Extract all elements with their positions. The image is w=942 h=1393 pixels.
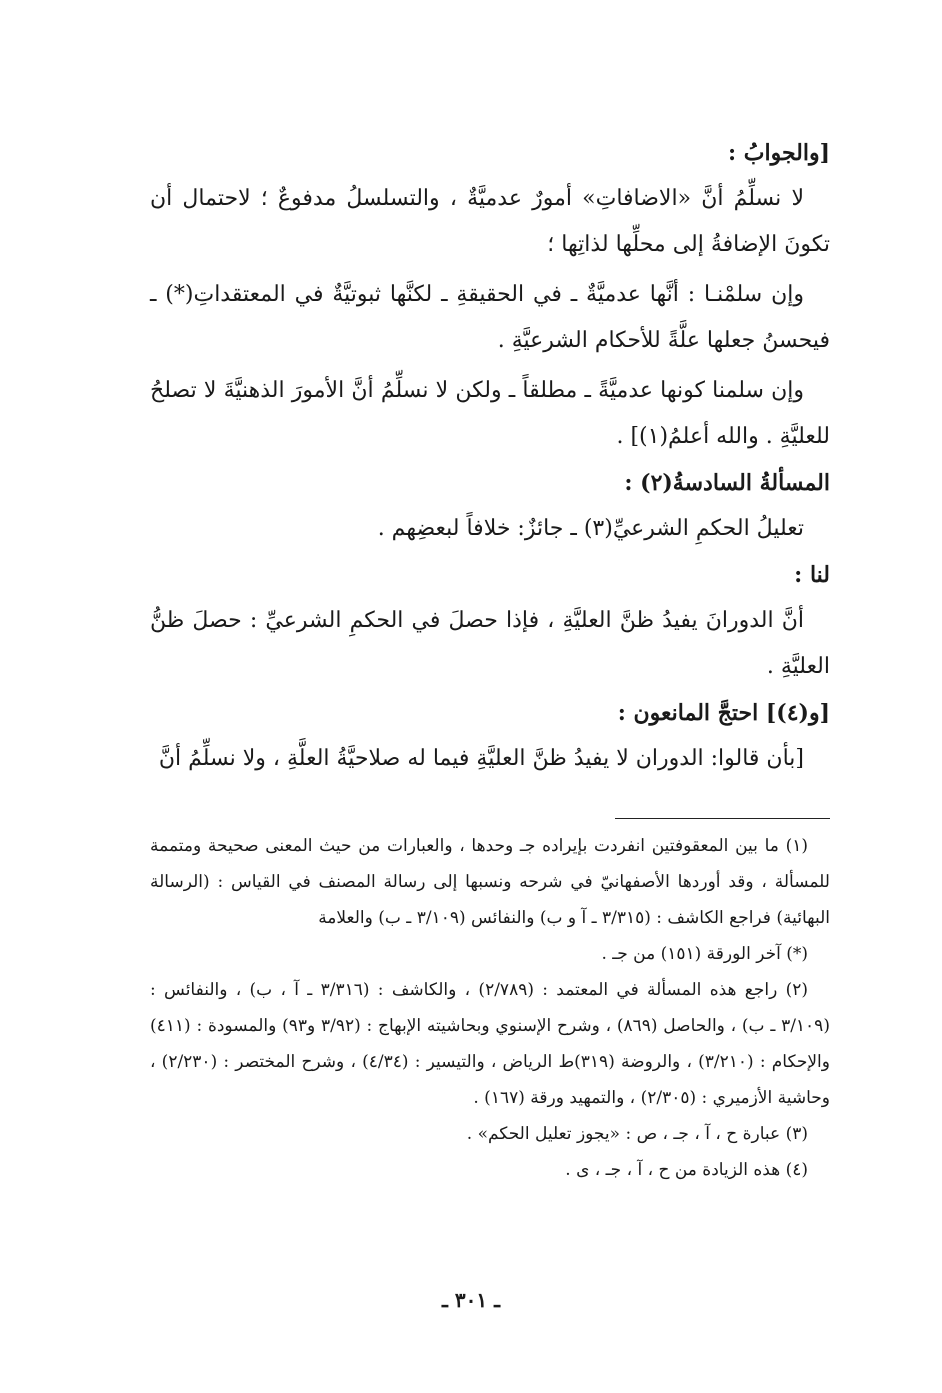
footnote: (٤) هذه الزيادة من ح ، آ ، جـ ، ى . [565,1160,808,1180]
footnote: (٢) راجع هذه المسألة في المعتمد : (٢/٧٨٩) ، والكاشف : (٣/٣١٦ ـ آ ، ب) ، والنفائس : (٣/١٠٩ ـ ب) ، والحاصل (٨٦٩) ، وشرح الإسنوي وبحاشيته الإبهاج : (٣/٩٢ و٩٣) والمسودة : (٤١١) والإحكام : (٣/٢١٠) ، والروضة (٣١٩)ط الرياض ، والتيسير : (٤/٣٤) ، وشرح المختصر : (٢/٢٣٠) ، وحاشية الأزميري : (٢/٣٠٥) ، والتمهيد ورقة (١٦٧) . [150,980,830,1108]
footnote: (٣) عبارة ح ، آ ، جـ ، ص : «يجوز تعليل الحكم» . [466,1124,808,1144]
footnote-divider [615,818,830,819]
main-text [150,130,830,782]
opponents-heading: [و(٤)] احتجَّ المانعون : [617,700,830,726]
footnote: (١) ما بين المعقوفتين انفردت بإيراده جـ وحدها ، والعبارات من حيث المعنى صحيحة ومتممة للمسألة ، وقد أوردها الأصفهانيّ في شرحه ونسبها إلى رسالة المصنف في القياس : (الرسالة البهائية) فراجع الكاشف : (٣/٣١٥ ـ آ و ب) والنفائس (٣/١٠٩ ـ ب) والعلامة [150,836,830,928]
argument-heading: لنا : [794,562,830,588]
paragraph: تعليلُ الحكمِ الشرعيِّ(٣) ـ جائزٌ: خلافاً لبعضِهم . [377,516,804,541]
page-number: ـ ٣٠١ ـ [442,1288,500,1312]
answer-heading: [والجوابُ : [727,140,830,166]
paragraph: لا نسلِّمُ أنَّ «الاضافاتِ» أمورٌ عدميَّةٌ ، والتسلسلُ مدفوعٌ ؛ لاحتمال أن تكونَ الإضافةُ إلى محلِّها لذاتِها ؛ [150,186,830,257]
paragraph: أنَّ الدورانَ يفيدُ ظنَّ العليَّةِ ، فإذا حصلَ في الحكمِ الشرعيِّ : حصلَ ظنُّ العليَّةِ . [150,608,830,679]
paragraph: [بأن قالوا: الدوران لا يفيدُ ظنَّ العليَّةِ فيما له صلاحيَّةُ العلَّةِ ، ولا نسلِّمُ أنَّ [158,746,804,771]
paragraph: وإن سلمنا كونها عدميَّةً ـ مطلقاً ـ ولكن لا نسلِّمُ أنَّ الأمورَ الذهنيَّةَ لا تصلحُ للعليَّةِ . والله أعلمُ(١)] . [150,378,830,449]
footnote: (*) آخر الورقة (١٥١) من جـ . [601,944,808,964]
section-heading: المسألةُ السادسةُ(٢) : [624,470,830,496]
footnotes [150,828,830,1188]
paragraph: وإن سلمْنـا : أنَّها عدميَّةٌ ـ في الحقيقةِ ـ لكنَّها ثبوتيَّةٌ في المعتقداتِ(*) ـ فيحسنُ جعلها علَّةً للأحكام الشرعيَّةِ . [150,282,830,353]
